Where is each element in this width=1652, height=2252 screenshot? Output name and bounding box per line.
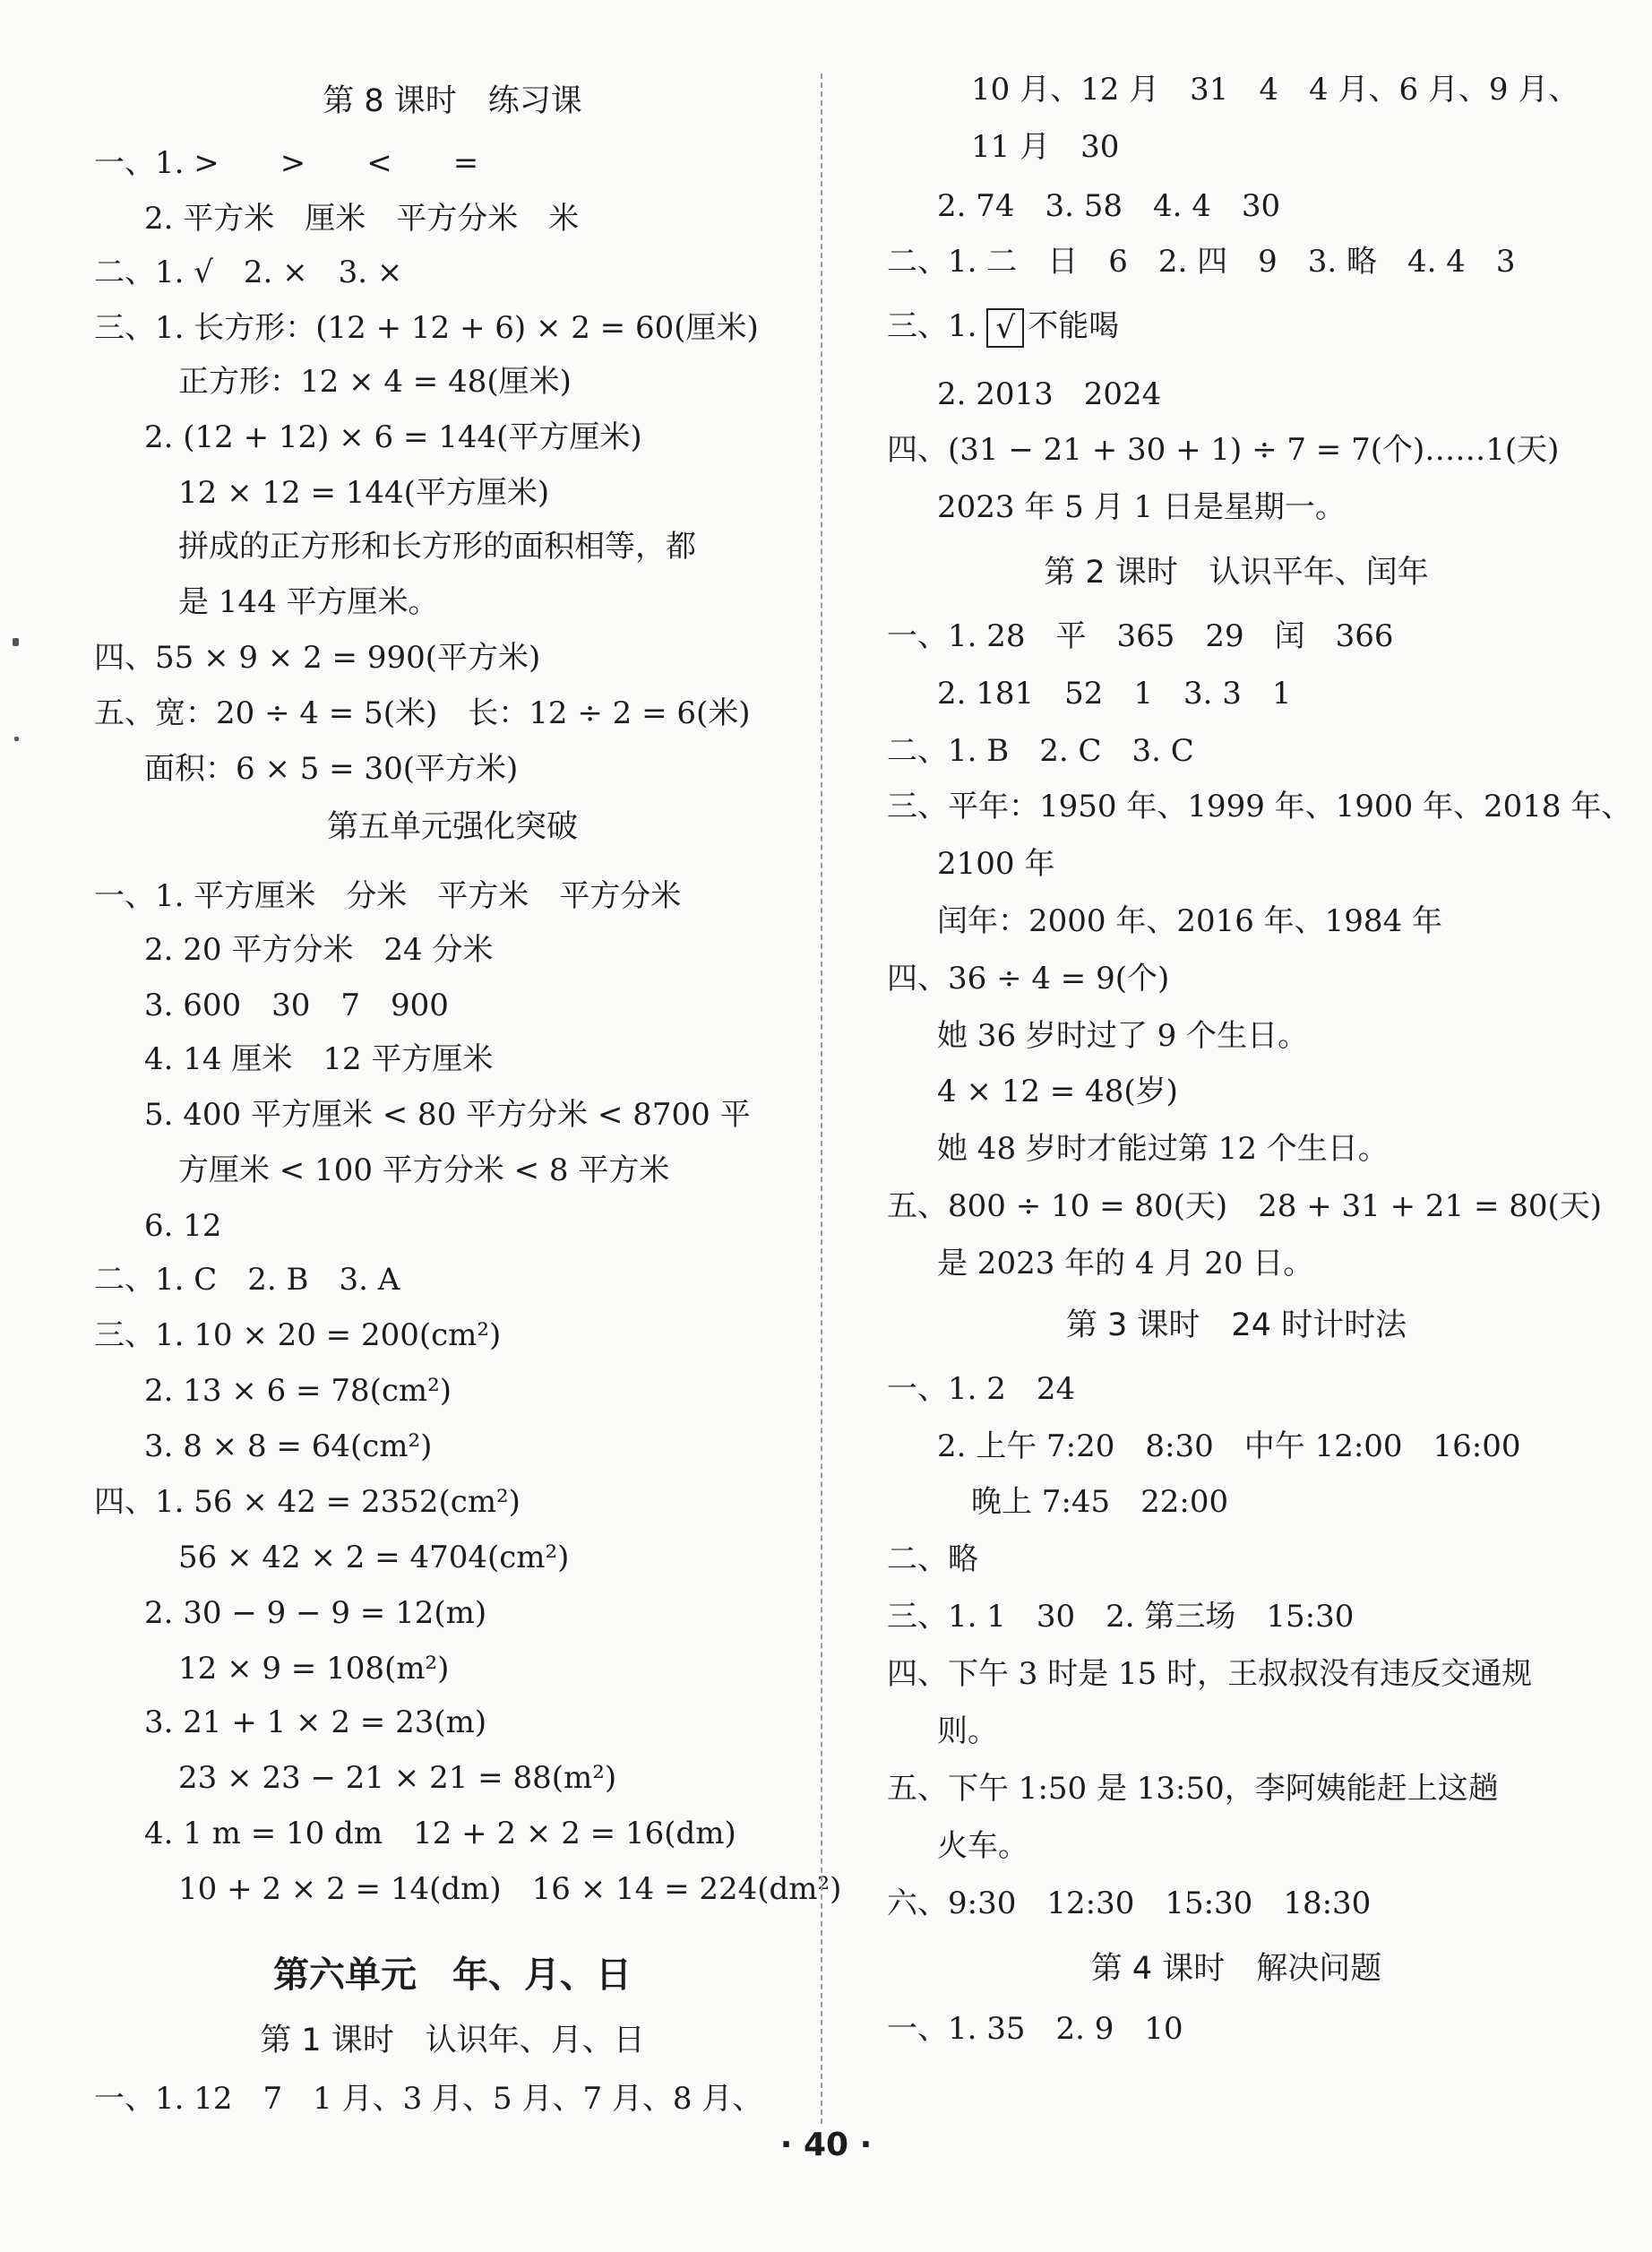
- page-number: · 40 ·: [779, 2127, 873, 2163]
- answer-line: 五、宽：20 ÷ 4 = 5(米) 长：12 ÷ 2 = 6(米): [94, 695, 751, 731]
- answer-line: 四、55 × 9 × 2 = 990(平方米): [94, 640, 541, 676]
- answer-line: 是 144 平方厘米。: [178, 584, 439, 620]
- answer-line: 五、下午 1:50 是 13:50，李阿姨能赶上这趟: [887, 1771, 1499, 1807]
- section-heading: 第 8 课时 练习课: [323, 83, 582, 119]
- answer-line: 三、1. 长方形：(12 + 12 + 6) × 2 = 60(厘米): [94, 310, 759, 346]
- answer-line: 3. 8 × 8 = 64(cm²): [144, 1428, 433, 1464]
- answer-line: 火车。: [937, 1828, 1028, 1864]
- answer-line: 5. 400 平方厘米 < 80 平方分米 < 8700 平: [144, 1097, 751, 1133]
- answer-line: 2. 74 3. 58 4. 4 30: [937, 188, 1281, 224]
- answer-line: 12 × 9 = 108(m²): [178, 1651, 450, 1687]
- section-heading: 第 3 课时 24 时计时法: [1065, 1307, 1407, 1343]
- answer-line: 2023 年 5 月 1 日是星期一。: [937, 489, 1346, 525]
- answer-line: 一、1. 平方厘米 分米 平方米 平方分米: [94, 878, 682, 914]
- answer-line: 四、1. 56 × 42 = 2352(cm²): [94, 1484, 521, 1520]
- answer-line: 四、(31 − 21 + 30 + 1) ÷ 7 = 7(个)……1(天): [887, 432, 1560, 468]
- answer-line: 一、1. 12 7 1 月、3 月、5 月、7 月、8 月、: [94, 2081, 763, 2117]
- answer-line: 闰年：2000 年、2016 年、1984 年: [937, 903, 1443, 939]
- check-box: √: [986, 308, 1024, 348]
- answer-line: 3. 600 30 7 900: [144, 988, 449, 1023]
- answer-line: 2. 30 − 9 − 9 = 12(m): [144, 1595, 487, 1631]
- unit-title: 第六单元 年、月、日: [273, 1954, 632, 1996]
- answer-line: 正方形：12 × 4 = 48(厘米): [178, 364, 572, 400]
- answer-line: 2. 181 52 1 3. 3 1: [937, 676, 1292, 712]
- section-heading: 第 4 课时 解决问题: [1090, 1951, 1382, 1987]
- answer-line: 3. 21 + 1 × 2 = 23(m): [144, 1704, 487, 1740]
- answer-line: 三、1. 10 × 20 = 200(cm²): [94, 1317, 502, 1353]
- answer-line: 二、略: [887, 1541, 978, 1577]
- answer-line: 三、平年：1950 年、1999 年、1900 年、2018 年、: [887, 789, 1632, 824]
- answer-line: 2. 13 × 6 = 78(cm²): [144, 1373, 452, 1409]
- answer-line: 4 × 12 = 48(岁): [937, 1074, 1178, 1109]
- answer-line: 四、36 ÷ 4 = 9(个): [887, 961, 1170, 997]
- answer-line: 2100 年: [937, 846, 1055, 882]
- answer-line: 4. 14 厘米 12 平方厘米: [144, 1041, 494, 1077]
- answer-line: 她 36 岁时过了 9 个生日。: [937, 1018, 1309, 1054]
- section-heading: 第 2 课时 认识平年、闰年: [1044, 555, 1429, 591]
- answer-line: 二、1. 二 日 6 2. 四 9 3. 略 4. 4 3: [887, 244, 1516, 280]
- answer-line: 10 + 2 × 2 = 14(dm) 16 × 14 = 224(dm²): [178, 1871, 842, 1907]
- column-divider: [821, 73, 822, 2124]
- margin-dot: [13, 638, 19, 646]
- answer-line: 10 月、12 月 31 4 4 月、6 月、9 月、: [971, 72, 1579, 108]
- answer-line: 二、1. B 2. C 3. C: [887, 733, 1194, 769]
- answer-line: 二、1. C 2. B 3. A: [94, 1262, 400, 1298]
- answer-line: 是 2023 年的 4 月 20 日。: [937, 1246, 1314, 1281]
- answer-line: 五、800 ÷ 10 = 80(天) 28 + 31 + 21 = 80(天): [887, 1188, 1603, 1224]
- answer-line: 56 × 42 × 2 = 4704(cm²): [178, 1540, 570, 1575]
- answer-line: 11 月 30: [971, 129, 1120, 165]
- answer-line: 2. 20 平方分米 24 分米: [144, 932, 494, 968]
- answer-line: 4. 1 m = 10 dm 12 + 2 × 2 = 16(dm): [144, 1816, 736, 1851]
- answer-line: 一、1. 28 平 365 29 闰 366: [887, 618, 1394, 654]
- answer-line: 她 48 岁时才能过第 12 个生日。: [937, 1131, 1389, 1167]
- answer-line: 一、1. > > < =: [94, 145, 479, 181]
- answer-line: 六、9:30 12:30 15:30 18:30: [887, 1885, 1372, 1921]
- answer-line: 则。: [937, 1713, 998, 1749]
- answer-line: [887, 308, 1119, 348]
- answer-line: 12 × 12 = 144(平方厘米): [178, 475, 550, 511]
- answer-line: 2. 平方米 厘米 平方分米 米: [144, 201, 580, 237]
- answer-text: 不能喝: [1028, 308, 1120, 344]
- answer-line: 一、1. 2 24: [887, 1371, 1076, 1407]
- answer-line: 6. 12: [144, 1208, 222, 1244]
- answer-line: 二、1. √ 2. × 3. ×: [94, 255, 403, 290]
- answer-prefix: 三、1.: [887, 308, 987, 344]
- margin-dot: [14, 737, 19, 741]
- answer-line: 面积：6 × 5 = 30(平方米): [144, 751, 519, 787]
- section-heading: 第五单元强化突破: [326, 809, 578, 845]
- section-heading: 第 1 课时 认识年、月、日: [260, 2023, 645, 2058]
- answer-line: 四、下午 3 时是 15 时，王叔叔没有违反交通规: [887, 1656, 1533, 1692]
- answer-line: 2. (12 + 12) × 6 = 144(平方厘米): [144, 419, 642, 455]
- answer-line: 一、1. 35 2. 9 10: [887, 2011, 1183, 2047]
- answer-line: 23 × 23 − 21 × 21 = 88(m²): [178, 1760, 617, 1796]
- answer-line: 方厘米 < 100 平方分米 < 8 平方米: [178, 1152, 670, 1188]
- answer-line: 2. 2013 2024: [937, 376, 1162, 412]
- answer-line: 拼成的正方形和长方形的面积相等，都: [178, 529, 696, 565]
- answer-line: 晚上 7:45 22:00: [971, 1484, 1229, 1520]
- answer-line: 三、1. 1 30 2. 第三场 15:30: [887, 1599, 1355, 1635]
- answer-line: 2. 上午 7:20 8:30 中午 12:00 16:00: [937, 1428, 1521, 1464]
